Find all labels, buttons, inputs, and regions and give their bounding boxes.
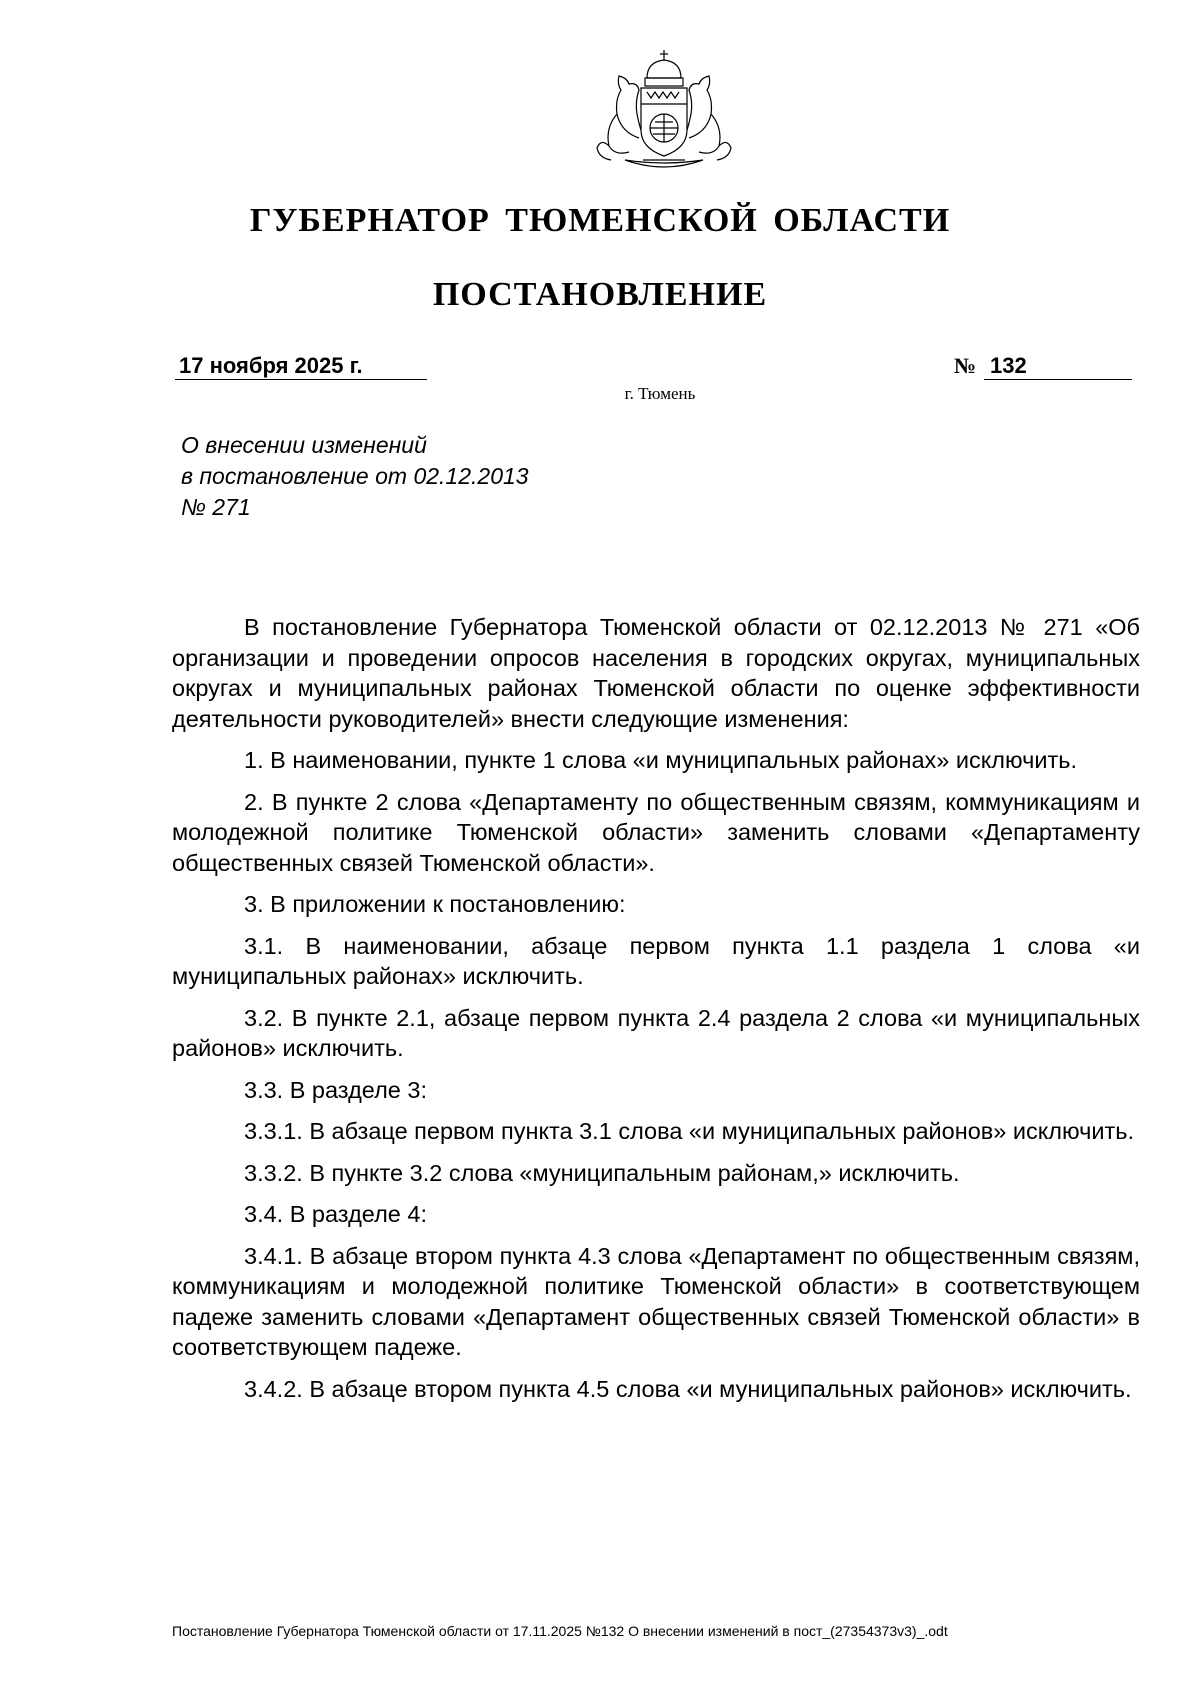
body-paragraph: 3.2. В пункте 2.1, абзаце первом пункта 2.4 раздела 2 слова «и муниципальных районов» исключить. — [172, 1004, 1140, 1061]
body-paragraph: 3.4.1. В абзаце втором пункта 4.3 слова «Департамент по общественным связям, коммуникациям и молодежной политике Тюменской области» в соответствующем падеже заменить словами «Департамент общественных связей Тюменской области» в соответствующем падеже. — [172, 1242, 1140, 1360]
body-paragraph: 3.4. В разделе 4: — [244, 1201, 427, 1227]
file-name-footer: Постановление Губернатора Тюменской области от 17.11.2025 №132 О внесении изменений в пост_(27354373v3)_.odt — [172, 1623, 948, 1639]
document-type-title: ПОСТАНОВЛЕНИЕ — [432, 276, 768, 313]
coat-of-arms-emblem — [591, 48, 737, 174]
body-paragraph: 3.1. В наименовании, абзаце первом пункта 1.1 раздела 1 слова «и муниципальных районах» исключить. — [172, 932, 1140, 989]
subject-line: № 271 — [181, 494, 251, 520]
place-of-issue: г. Тюмень — [624, 384, 696, 403]
body-paragraph: 3.3.1. В абзаце первом пункта 3.1 слова «и муниципальных районов» исключить. — [244, 1118, 1135, 1144]
body-paragraph: В постановление Губернатора Тюменской области от 02.12.2013 № 271 «Об организации и проведении опросов населения в городских округах, муниципальных округах и муниципальных районах Тюменской области по оценке эффективности деятельности руководителей» внести следующие изменения: — [172, 614, 1140, 732]
body-paragraph: 3.3. В разделе 3: — [244, 1076, 427, 1103]
document-body — [172, 612, 1140, 1415]
document-date: 17 ноября 2025 г. — [175, 352, 427, 380]
body-paragraph: 1. В наименовании, пункте 1 слова «и муниципальных районах» исключить. — [244, 747, 1078, 773]
body-paragraph: 2. В пункте 2 слова «Департаменту по общественным связям, коммуникациям и молодежной политике Тюменской области» заменить словами «Департаменту общественных связей Тюменской области». — [172, 788, 1140, 876]
document-number: 132 — [984, 352, 1132, 380]
document-subject — [181, 430, 529, 523]
body-paragraph: 3.3.2. В пункте 3.2 слова «муниципальным районам,» исключить. — [244, 1159, 960, 1186]
number-sign: № — [954, 353, 977, 378]
body-paragraph: 3. В приложении к постановлению: — [244, 891, 626, 917]
subject-line: О внесении изменений — [181, 432, 427, 458]
subject-line: в постановление от 02.12.2013 — [181, 463, 529, 489]
issuing-authority-title: ГУБЕРНАТОР ТЮМЕНСКОЙ ОБЛАСТИ — [249, 202, 951, 239]
body-paragraph: 3.4.2. В абзаце втором пункта 4.5 слова «и муниципальных районов» исключить. — [244, 1375, 1132, 1402]
